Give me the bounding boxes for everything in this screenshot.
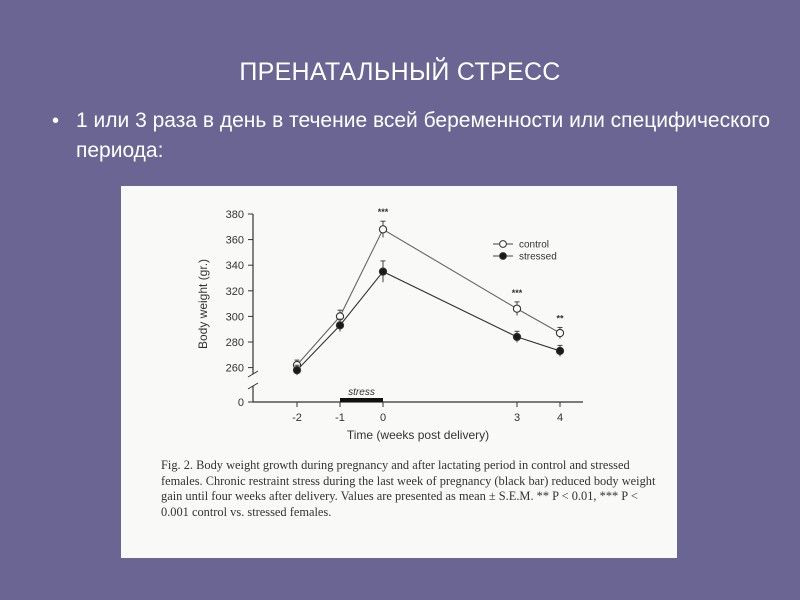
data-point-stressed (556, 347, 563, 354)
y-tick-label-zero: 0 (237, 397, 244, 409)
y-tick-label: 340 (225, 260, 244, 273)
data-point-stressed (513, 333, 520, 340)
figure-caption: Fig. 2. Body weight growth during pregnancy and after lactating period in control and stressed females. Chronic restraint stress during the last week of pregnancy (black bar) reduced body weight gain until four weeks after delivery. Values are presented as mean ± S.E.M. ** P < 0.01, *** P < 0.001 control vs. stressed females. (161, 458, 656, 519)
data-point-control (513, 305, 520, 312)
legend-marker-control (500, 241, 507, 248)
bullet-dot-icon: • (52, 110, 60, 132)
y-tick-label: 380 (225, 209, 244, 221)
data-point-stressed (293, 367, 300, 374)
x-tick-label: -1 (335, 412, 345, 424)
bullet-list (52, 106, 772, 166)
significance-label: ** (556, 313, 564, 324)
significance-label: *** (511, 287, 523, 298)
chart-marks (293, 207, 564, 402)
figure-panel (121, 186, 677, 558)
bullet-text: 1 или 3 раза в день в течение всей беременности или специфического периода: (76, 109, 771, 162)
legend-label-stressed: stressed (519, 251, 557, 263)
y-tick-label: 280 (225, 337, 244, 349)
legend-marker-stressed (500, 253, 507, 260)
slide-title: ПРЕНАТАЛЬНЫЙ СТРЕСС (239, 58, 561, 86)
y-tick-label: 320 (225, 285, 244, 298)
legend-label-control: control (519, 239, 550, 251)
y-tick-label: 360 (225, 234, 244, 247)
x-tick-label: 0 (379, 412, 387, 424)
bullet-item (52, 106, 772, 166)
stress-bar (340, 398, 383, 402)
x-tick-label: 3 (513, 412, 521, 424)
data-point-control (379, 226, 386, 233)
y-tick-label: 300 (225, 311, 244, 324)
x-axis-title: Time (weeks post delivery) (346, 428, 490, 442)
body-weight-chart (121, 186, 677, 446)
stress-bar-label: stress (348, 387, 375, 398)
data-point-control (556, 329, 563, 336)
data-point-stressed (336, 322, 343, 329)
y-tick-label: 260 (225, 362, 244, 375)
x-tick-label: 4 (556, 412, 564, 424)
y-axis-title: Body weight (gr.) (196, 258, 210, 350)
significance-label: *** (377, 207, 389, 218)
data-point-stressed (379, 268, 386, 275)
chart-legend (493, 240, 557, 263)
x-tick-label: -2 (292, 412, 302, 424)
